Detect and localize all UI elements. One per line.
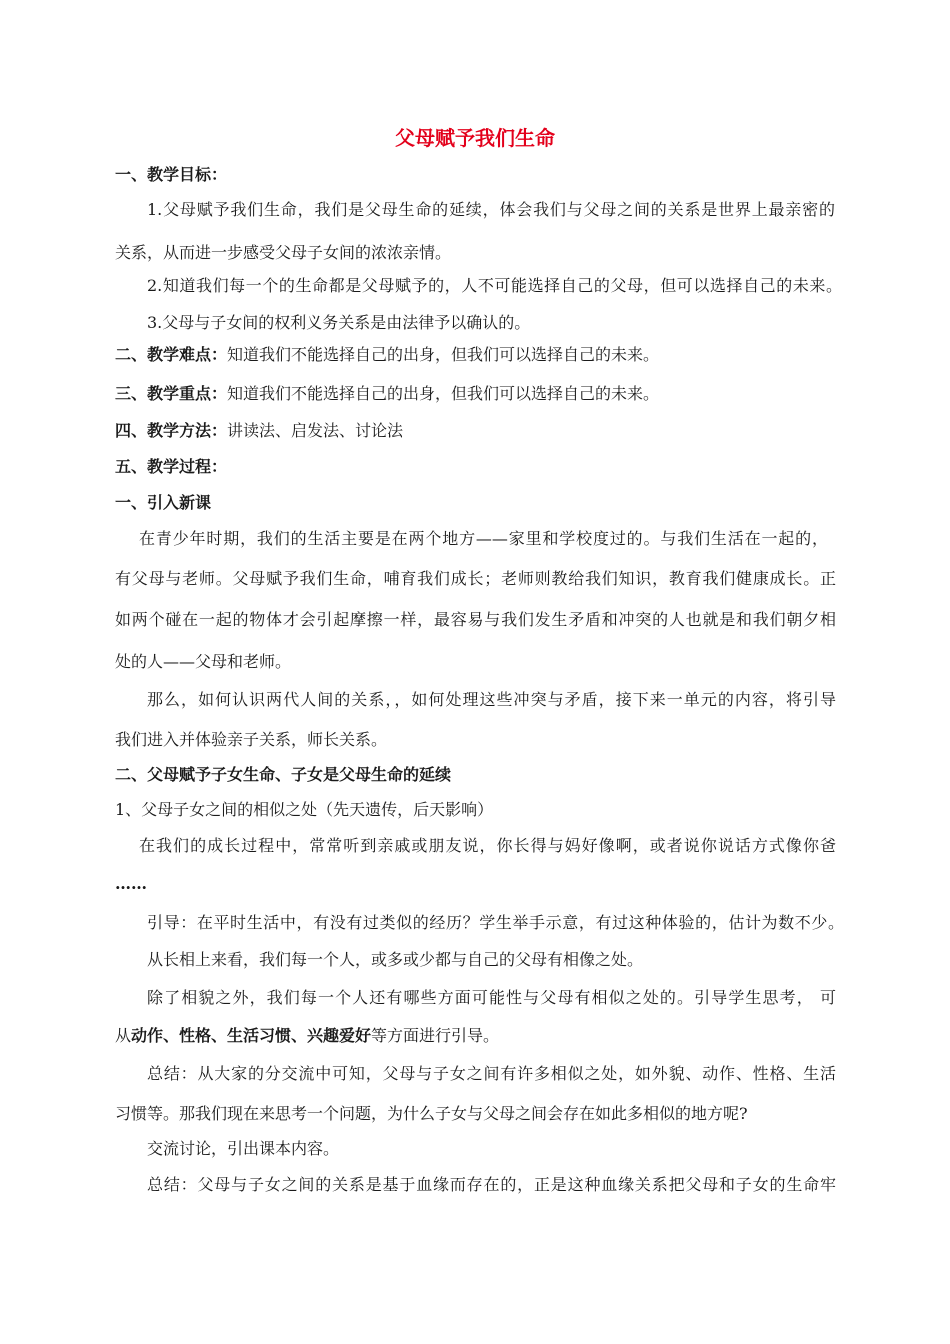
besides-paragraph-line-2: 从动作、性格、生活习惯、兴趣爱好等方面进行引导。: [115, 1026, 500, 1045]
guide-paragraph: 引导：在平时生活中，有没有过类似的经历？学生举手示意，有过这种体验的，估计为数不少。: [147, 913, 844, 932]
method-text: 讲读法、启发法、讨论法: [227, 421, 404, 440]
intro-paragraph-1-line-4: 处的人——父母和老师。: [115, 652, 292, 671]
difficulty-line: [115, 345, 659, 365]
goals-heading: 一、教学目标：: [115, 165, 228, 184]
summary-2-line-1: 总结：父母与子女之间的关系是基于血缘而存在的，正是这种血缘关系把父母和子女的生命牢: [147, 1175, 836, 1194]
key-point-line: [115, 384, 659, 404]
goal-1-line-2: 关系，从而进一步感受父母子女间的浓浓亲情。: [115, 243, 452, 262]
intro-paragraph-1-line-2: 有父母与老师。父母赋予我们生命，哺育我们成长；老师则教给我们知识，教育我们健康成长。正: [115, 569, 836, 588]
summary-1-line-2: 习惯等。那我们现在来思考一个问题，为什么子女与父母之间会存在如此多相似的地方呢?: [115, 1104, 748, 1123]
intro-paragraph-2-line-1: 那么，如何认识两代人间的关系，，如何处理这些冲突与矛盾，接下来一单元的内容，将引导: [147, 690, 836, 709]
difficulty-label: 二、教学难点：: [115, 345, 228, 364]
subsection-1-heading: 1、父母子女之间的相似之处（先天遗传，后天影响）: [115, 800, 494, 819]
goal-3: 3.父母与子女间的权利义务关系是由法律予以确认的。: [147, 313, 531, 332]
growth-paragraph-ellipsis: ……: [115, 874, 147, 893]
summary-1-line-1: 总结：从大家的分交流中可知，父母与子女之间有许多相似之处，如外貌、动作、性格、生活: [147, 1064, 836, 1083]
key-point-text: 知道我们不能选择自己的出身，但我们可以选择自己的未来。: [227, 384, 660, 403]
intro-paragraph-1-line-1: 在青少年时期，我们的生活主要是在两个地方——家里和学校度过的。与我们生活在一起的，: [139, 529, 828, 548]
looks-paragraph: 从长相上来看，我们每一个人，或多或少都与自己的父母有相像之处。: [147, 950, 644, 969]
goal-1-line-1: 1.父母赋予我们生命，我们是父母生命的延续，体会我们与父母之间的关系是世界上最亲密的: [147, 200, 835, 219]
process-heading: 五、教学过程：: [115, 457, 228, 476]
method-label: 四、教学方法：: [115, 421, 228, 440]
document-title: 父母赋予我们生命: [395, 126, 555, 150]
besides-paragraph-line-1: 除了相貌之外，我们每一个人还有哪些方面可能性与父母有相似之处的。引导学生思考， 可: [147, 988, 836, 1007]
intro-paragraph-1-line-3: 如两个碰在一起的物体才会引起摩擦一样，最容易与我们发生矛盾和冲突的人也就是和我们朝夕相: [115, 610, 836, 629]
intro-paragraph-2-line-2: 我们进入并体验亲子关系，师长关系。: [115, 730, 388, 749]
key-point-label: 三、教学重点：: [115, 384, 228, 403]
guidance-topics: 动作、性格、生活习惯、兴趣爱好: [131, 1026, 372, 1045]
goal-2: 2.知道我们每一个的生命都是父母赋予的，人不可能选择自己的父母，但可以选择自己的未来。: [147, 276, 842, 295]
growth-paragraph-line-1: 在我们的成长过程中，常常听到亲戚或朋友说，你长得与妈好像啊，或者说你说话方式像你爸: [139, 836, 836, 855]
method-line: [115, 421, 403, 441]
discussion-line: 交流讨论，引出课本内容。: [147, 1139, 340, 1158]
difficulty-text: 知道我们不能选择自己的出身，但我们可以选择自己的未来。: [227, 345, 660, 364]
intro-heading: 一、引入新课: [115, 493, 212, 512]
section-2-heading: 二、父母赋予子女生命、子女是父母生命的延续: [115, 765, 452, 784]
